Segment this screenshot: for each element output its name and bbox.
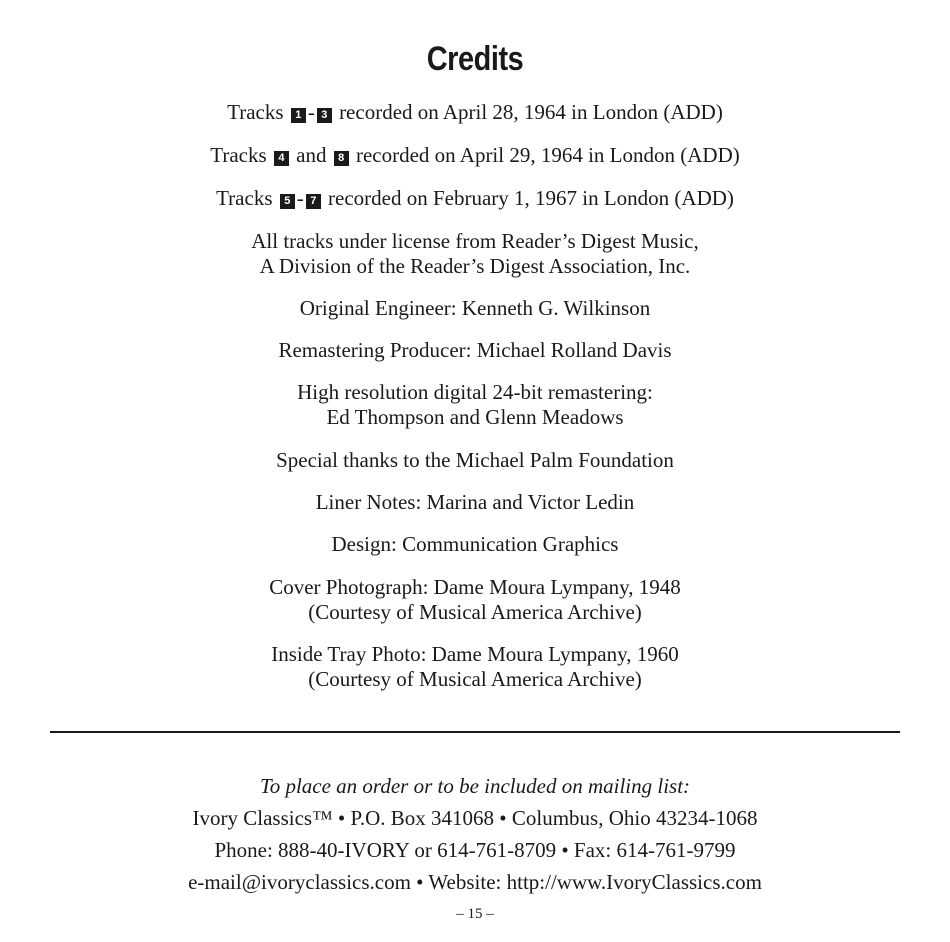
track-separator: -	[296, 186, 304, 210]
track-number-badge: 1	[291, 108, 306, 123]
track-text-prefix: Tracks	[216, 186, 278, 210]
track-text-prefix: Tracks	[210, 143, 272, 167]
producer-credit: Remastering Producer: Michael Rolland Davis	[278, 338, 672, 362]
design-credit: Design: Communication Graphics	[331, 532, 619, 556]
track-text-prefix: Tracks	[227, 100, 289, 124]
track-separator: -	[307, 100, 315, 124]
track-recording-info: recorded on February 1, 1967 in London (ADD)	[322, 186, 734, 210]
track-number-badge: 8	[334, 151, 349, 166]
track-number-badge: 4	[274, 151, 289, 166]
page-title: Credits	[426, 40, 524, 78]
tray-photo-line-2: (Courtesy of Musical America Archive)	[308, 667, 642, 691]
track-separator: and	[290, 143, 332, 167]
divider	[50, 731, 900, 733]
remastering-credit	[0, 380, 950, 430]
license-line-2: A Division of the Reader’s Digest Association, Inc.	[259, 254, 691, 278]
license-credit	[0, 229, 950, 279]
track-number-badge: 3	[317, 108, 332, 123]
phone-fax: Phone: 888-40-IVORY or 614-761-8709 • Fax: 614-761-9799	[214, 838, 736, 862]
order-heading: To place an order or to be included on mailing list:	[259, 774, 691, 798]
track-recording-info: recorded on April 28, 1964 in London (ADD)	[333, 100, 723, 124]
cover-photo-credit	[0, 575, 950, 625]
tray-photo-line-1: Inside Tray Photo: Dame Moura Lympany, 1960	[271, 642, 679, 666]
tray-photo-credit	[0, 642, 950, 692]
cover-photo-line-1: Cover Photograph: Dame Moura Lympany, 1948	[269, 575, 681, 599]
page-number: – 15 –	[456, 906, 494, 922]
track-credit-1	[0, 100, 950, 125]
license-line-1: All tracks under license from Reader’s Digest Music,	[251, 229, 699, 253]
track-number-badge: 5	[280, 194, 295, 209]
thanks-credit: Special thanks to the Michael Palm Foundation	[276, 448, 674, 472]
engineer-credit: Original Engineer: Kenneth G. Wilkinson	[299, 296, 651, 320]
remastering-line-2: Ed Thompson and Glenn Meadows	[326, 405, 624, 429]
track-credit-2	[0, 143, 950, 168]
track-recording-info: recorded on April 29, 1964 in London (ADD)	[350, 143, 740, 167]
cover-photo-line-2: (Courtesy of Musical America Archive)	[308, 600, 642, 624]
email-website: e-mail@ivoryclassics.com • Website: http://www.IvoryClassics.com	[188, 870, 762, 894]
track-number-badge: 7	[306, 194, 321, 209]
order-info	[0, 770, 950, 898]
mailing-address: Ivory Classics™ • P.O. Box 341068 • Columbus, Ohio 43234-1068	[192, 806, 758, 830]
track-credit-3	[0, 186, 950, 211]
remastering-line-1: High resolution digital 24-bit remastering:	[297, 380, 653, 404]
liner-notes-credit: Liner Notes: Marina and Victor Ledin	[315, 490, 635, 514]
